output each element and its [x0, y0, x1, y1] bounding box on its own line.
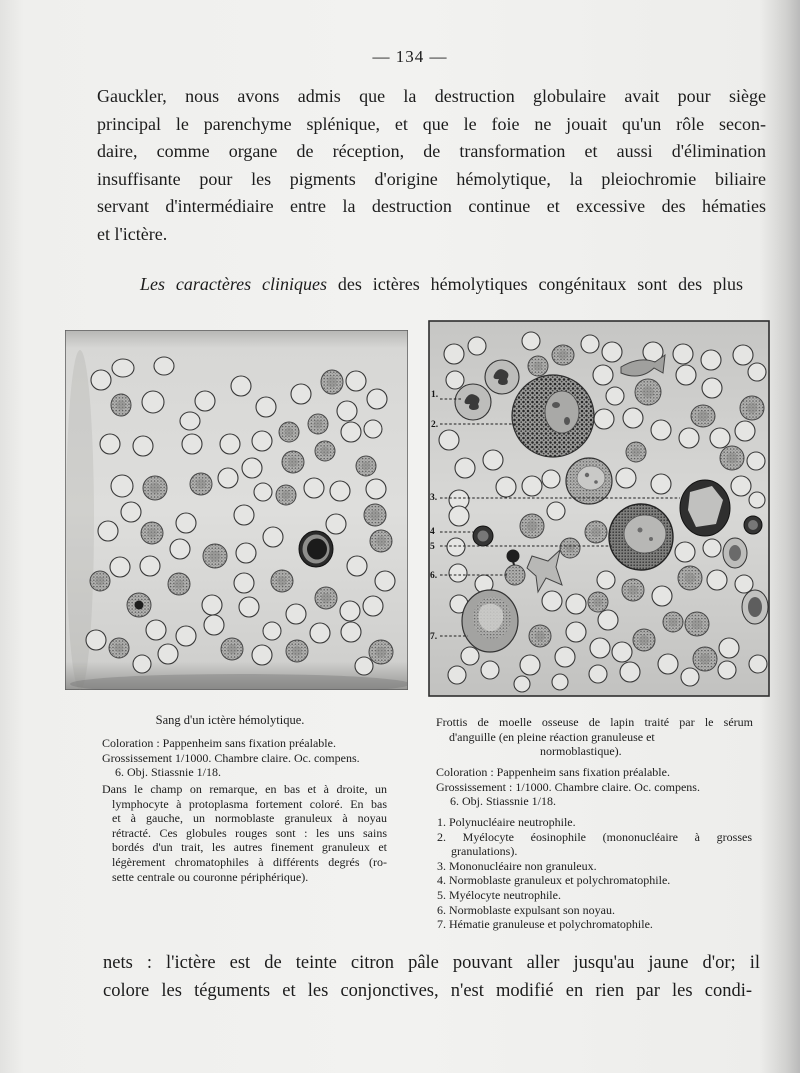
red-blood-cell	[195, 391, 215, 411]
red-blood-cell	[593, 365, 613, 385]
red-blood-cell	[346, 371, 366, 391]
chromatophile-rosette	[227, 644, 237, 654]
expelled-nucleus	[507, 550, 520, 563]
chromatophile-rosette	[594, 598, 603, 607]
chromatophile-rosette	[282, 491, 291, 500]
caption-line: lymphocyte à protoplasma fortement coloré. En bas	[112, 796, 387, 811]
red-blood-cell	[612, 642, 632, 662]
chromatophile-rosette	[591, 527, 601, 537]
red-blood-cell	[675, 542, 695, 562]
chromatophile-rosette	[277, 576, 287, 586]
red-blood-cell	[355, 657, 373, 675]
red-blood-cell	[731, 476, 751, 496]
red-blood-cell	[133, 436, 153, 456]
red-blood-cell	[673, 344, 693, 364]
chromatophile-rosette	[147, 528, 157, 538]
red-blood-cell	[91, 370, 111, 390]
red-blood-cell	[718, 661, 736, 679]
red-blood-cell	[121, 502, 141, 522]
plate-label-1: 1.	[431, 390, 439, 400]
red-blood-cell	[304, 478, 324, 498]
red-blood-cell	[182, 434, 202, 454]
chromatophile-rosette	[566, 544, 575, 553]
red-blood-cell	[364, 420, 382, 438]
chromatophile-rosette	[685, 573, 696, 584]
plate-label-7: 7.	[430, 632, 438, 642]
red-blood-cell	[112, 359, 134, 377]
chromatophile-rosette	[314, 420, 323, 429]
red-blood-cell	[326, 514, 346, 534]
red-blood-cell	[310, 623, 330, 643]
red-blood-cell	[448, 666, 466, 684]
red-blood-cell	[439, 430, 459, 450]
caption-line: Dans le champ on remarque, en bas et à droite, un	[102, 782, 387, 796]
red-blood-cell	[616, 468, 636, 488]
red-blood-cell	[735, 421, 755, 441]
caption-line: rétracté. Ces globules rouges sont : les uns sains	[112, 825, 387, 840]
caption-line: normoblastique).	[540, 744, 622, 759]
chromatophile-rosette	[321, 593, 331, 603]
legend-item: 5. Myélocyte neutrophile.	[437, 887, 561, 902]
red-blood-cell	[552, 674, 568, 690]
figure-left-description	[102, 782, 387, 884]
red-blood-cell	[100, 434, 120, 454]
red-blood-cell	[291, 384, 311, 404]
red-blood-cell	[651, 420, 671, 440]
red-blood-cell	[252, 431, 272, 451]
red-blood-cell	[555, 647, 575, 667]
red-blood-cell	[598, 610, 618, 630]
red-blood-cell	[733, 345, 753, 365]
myelocyte-nucleus	[624, 515, 666, 553]
caption-line: 6. Obj. Stiassnie 1/18.	[450, 794, 557, 809]
red-blood-cell	[710, 428, 730, 448]
chromatophile-rosette	[535, 631, 545, 641]
red-blood-cell	[566, 594, 586, 614]
text-line: colore les téguments et les conjonctives, n'est modifié en rien par les condi-	[103, 981, 752, 1001]
red-blood-cell	[566, 622, 586, 642]
dark-normoblast-center	[748, 520, 758, 530]
red-blood-cell	[652, 586, 672, 606]
plate-label-6: 6.	[430, 571, 438, 581]
red-blood-cell	[602, 342, 622, 362]
red-blood-cell	[719, 638, 739, 658]
red-blood-cell	[707, 570, 727, 590]
chromatophile-rosette	[285, 428, 294, 437]
figure-right-marrow-smear	[428, 320, 770, 697]
text-line: nets : l'ictère est de teinte citron pâle pouvant aller jusqu'au jaune d'or; il	[103, 953, 760, 973]
red-blood-cell	[679, 428, 699, 448]
chromatophile-rosette	[727, 453, 738, 464]
red-blood-cell	[110, 557, 130, 577]
red-blood-cell	[220, 434, 240, 454]
plate-label-5: 5	[430, 542, 435, 552]
chromatophile-rosette	[639, 635, 649, 645]
red-blood-cell	[542, 591, 562, 611]
cell-nucleus	[729, 545, 741, 561]
italic-lead: Les caractères cliniques	[140, 274, 328, 294]
nucleus-chromatin	[585, 473, 589, 477]
caption-line: bordés d'un trait, les autres finement granuleux et	[112, 840, 387, 855]
red-blood-cell	[681, 668, 699, 686]
red-blood-cell	[581, 335, 599, 353]
page-number: — 134 —	[372, 47, 448, 66]
red-blood-cell	[542, 470, 560, 488]
red-blood-cell	[749, 492, 765, 508]
text-line: daire, comme organe de réception, de transformation et aussi d'élimination	[97, 141, 766, 162]
red-blood-cell	[133, 655, 151, 673]
red-blood-cell	[202, 595, 222, 615]
nucleus-chromatin	[594, 480, 598, 484]
red-blood-cell	[330, 481, 350, 501]
red-blood-cell	[347, 556, 367, 576]
chromatophile-rosette	[527, 521, 538, 532]
red-blood-cell	[606, 387, 624, 405]
red-blood-cell	[252, 645, 272, 665]
text-line: insuffisante pour les pigments d'origine hémolytique, la pleiochromie biliaire	[97, 168, 766, 189]
red-blood-cell	[218, 468, 238, 488]
red-blood-cell	[375, 571, 395, 591]
red-blood-cell	[748, 363, 766, 381]
red-blood-cell	[590, 638, 610, 658]
figure-left-blood-smear	[65, 330, 408, 690]
chromatophile-rosette	[632, 448, 641, 457]
nucleolus	[649, 537, 653, 541]
red-blood-cell	[676, 365, 696, 385]
caption-line: Frottis de moelle osseuse de lapin traité par le sérum	[436, 715, 753, 729]
chromatophile-rosette	[150, 483, 161, 494]
chromatophile-rosette	[174, 579, 184, 589]
cell-nucleus	[748, 597, 762, 617]
caption-line: 6. Obj. Stiassnie 1/18.	[115, 765, 222, 780]
red-blood-cell	[522, 476, 542, 496]
mononuclear-nucleus	[577, 466, 605, 490]
chromatophile-rosette	[96, 577, 105, 586]
legend-item: 3. Mononucléaire non granuleux.	[437, 858, 597, 873]
red-blood-cell	[111, 475, 133, 497]
red-blood-cell	[340, 601, 360, 621]
red-blood-cell	[514, 676, 530, 692]
legend-item: 2. Myélocyte éosinophile (mononucléaire à grosses	[437, 829, 752, 844]
figure-right-legend	[437, 815, 752, 932]
paragraph-1	[97, 83, 766, 249]
red-blood-cell	[366, 479, 386, 499]
caption-line: Grossissement : 1/1000. Chambre claire. Oc. compens.	[436, 779, 700, 794]
red-blood-cell	[180, 412, 200, 430]
red-blood-cell	[449, 506, 469, 526]
chromatophile-rosette	[642, 386, 654, 398]
red-blood-cell	[98, 521, 118, 541]
legend-item: 4. Normoblaste granuleux et polychromatophile.	[437, 873, 671, 888]
eosinophil-nucleus	[545, 391, 579, 433]
red-blood-cell	[701, 350, 721, 370]
red-blood-cell	[702, 378, 722, 398]
red-blood-cell	[170, 539, 190, 559]
red-blood-cell	[446, 371, 464, 389]
red-blood-cell	[254, 483, 272, 501]
red-blood-cell	[597, 571, 615, 589]
text-line: principal le parenchyme splénique, et que le foie ne jouait qu'un rôle secon-	[97, 113, 766, 134]
caption-line: sette centrale ou couronne périphérique).	[112, 869, 309, 884]
red-blood-cell	[341, 422, 361, 442]
red-blood-cell	[176, 626, 196, 646]
red-blood-cell	[236, 543, 256, 563]
red-blood-cell	[154, 357, 174, 375]
caption-line: d'anguille (en pleine réaction granuleuse et	[449, 729, 655, 744]
red-blood-cell	[520, 655, 540, 675]
red-blood-cell	[522, 332, 540, 350]
red-blood-cell	[461, 647, 479, 665]
red-blood-cell	[651, 474, 671, 494]
red-blood-cell	[231, 376, 251, 396]
red-blood-cell	[140, 556, 160, 576]
chromatophile-rosette	[747, 403, 758, 414]
caption-line: et à gauche, un normoblaste granuleux à noyau	[112, 811, 387, 826]
red-blood-cell	[263, 622, 281, 640]
chromatophile-rosette	[362, 462, 371, 471]
red-blood-cell	[363, 596, 383, 616]
red-blood-cell	[455, 458, 475, 478]
chromatophile-rosette	[115, 644, 124, 653]
red-blood-cell	[496, 477, 516, 497]
red-blood-cell	[703, 539, 721, 557]
plate-label-4: 4	[430, 527, 435, 537]
red-blood-cell	[86, 630, 106, 650]
red-blood-cell	[735, 575, 753, 593]
chromatophile-rosette	[376, 536, 386, 546]
red-blood-cell	[481, 661, 499, 679]
chromatophile-rosette	[558, 351, 568, 360]
red-blood-cell	[447, 538, 465, 556]
red-blood-cell	[142, 391, 164, 413]
chromatophile-rosette	[327, 377, 337, 388]
red-blood-cell	[589, 665, 607, 683]
paragraph-2-text: des ictères hémolytiques congénitaux sont des plus	[337, 274, 744, 294]
red-blood-cell	[337, 401, 357, 421]
caption-line: légèrement chromatophiles à différents degrés (ro-	[112, 854, 387, 869]
text-line: servant d'intermédiaire entre la destruction continue et excessive des hématies	[97, 196, 766, 217]
chromatophile-rosette	[698, 411, 709, 421]
red-blood-cell	[158, 644, 178, 664]
lymphocyte-nucleus	[307, 539, 327, 560]
red-blood-cell	[468, 337, 486, 355]
paragraph-3	[103, 949, 760, 1005]
text-line: Gauckler, nous avons admis que la destruction globulaire avait pour siège	[97, 86, 766, 106]
chromatophile-rosette	[700, 654, 711, 665]
nucleus-chromatin	[552, 402, 560, 408]
red-blood-cell	[594, 409, 614, 429]
red-blood-cell	[658, 654, 678, 674]
plate-label-2: 2.	[431, 420, 439, 430]
red-blood-cell	[341, 622, 361, 642]
red-blood-cell	[234, 505, 254, 525]
figure-left-technique	[102, 736, 402, 780]
legend-item: 6. Normoblaste expulsant son noyau.	[437, 902, 615, 917]
red-blood-cell	[256, 397, 276, 417]
red-blood-cell	[146, 620, 166, 640]
red-blood-cell	[286, 604, 306, 624]
chromatophile-rosette	[196, 479, 206, 489]
chromatophile-rosette	[370, 510, 380, 520]
red-blood-cell	[620, 662, 640, 682]
plate-label-3: 3.	[430, 493, 438, 503]
chromatophile-rosette	[321, 447, 330, 456]
dark-normoblast-center	[478, 531, 489, 542]
red-blood-cell	[367, 389, 387, 409]
nucleus-chromatin	[564, 417, 570, 425]
red-blood-cell	[747, 452, 765, 470]
figure-left-caption-title: Sang d'un ictère hémolytique.	[155, 713, 305, 727]
red-blood-cell	[623, 408, 643, 428]
figure-right-caption-title	[436, 715, 753, 759]
chromatophile-rosette	[288, 457, 298, 467]
chromatophile-rosette	[692, 619, 703, 630]
text-line: et l'ictère.	[97, 223, 168, 244]
caption-line: Grossissement 1/1000. Chambre claire. Oc. compens.	[102, 750, 360, 765]
figure-right-technique	[436, 765, 766, 809]
chromatophile-rosette	[117, 400, 126, 410]
red-blood-cell	[176, 513, 196, 533]
chromatophile-rosette	[628, 585, 638, 595]
chromatophile-rosette	[376, 647, 387, 658]
chromatophile-rosette	[534, 362, 543, 371]
red-blood-cell	[234, 573, 254, 593]
red-blood-cell	[444, 344, 464, 364]
red-blood-cell	[483, 450, 503, 470]
legend-item: 7. Hématie granuleuse et polychromatophile.	[437, 917, 653, 932]
caption-line: Coloration : Pappenheim sans fixation préalable.	[436, 765, 670, 779]
caption-line: Coloration : Pappenheim sans fixation préalable.	[102, 736, 336, 750]
chromatophile-rosette	[669, 618, 678, 627]
chromatophile-rosette	[210, 551, 221, 562]
normoblast-nucleus	[135, 601, 144, 610]
red-blood-cell	[749, 655, 767, 673]
red-blood-cell	[449, 564, 467, 582]
red-blood-cell	[239, 597, 259, 617]
chromatophile-rosette	[292, 646, 302, 656]
legend-item-continuation: granulations).	[451, 844, 518, 859]
red-blood-cell	[242, 458, 262, 478]
paragraph-2	[140, 271, 743, 299]
nucleolus	[638, 528, 643, 533]
red-blood-cell	[204, 615, 224, 635]
red-blood-cell	[263, 527, 283, 547]
red-blood-cell	[547, 502, 565, 520]
legend-item: 1. Polynucléaire neutrophile.	[437, 815, 576, 829]
